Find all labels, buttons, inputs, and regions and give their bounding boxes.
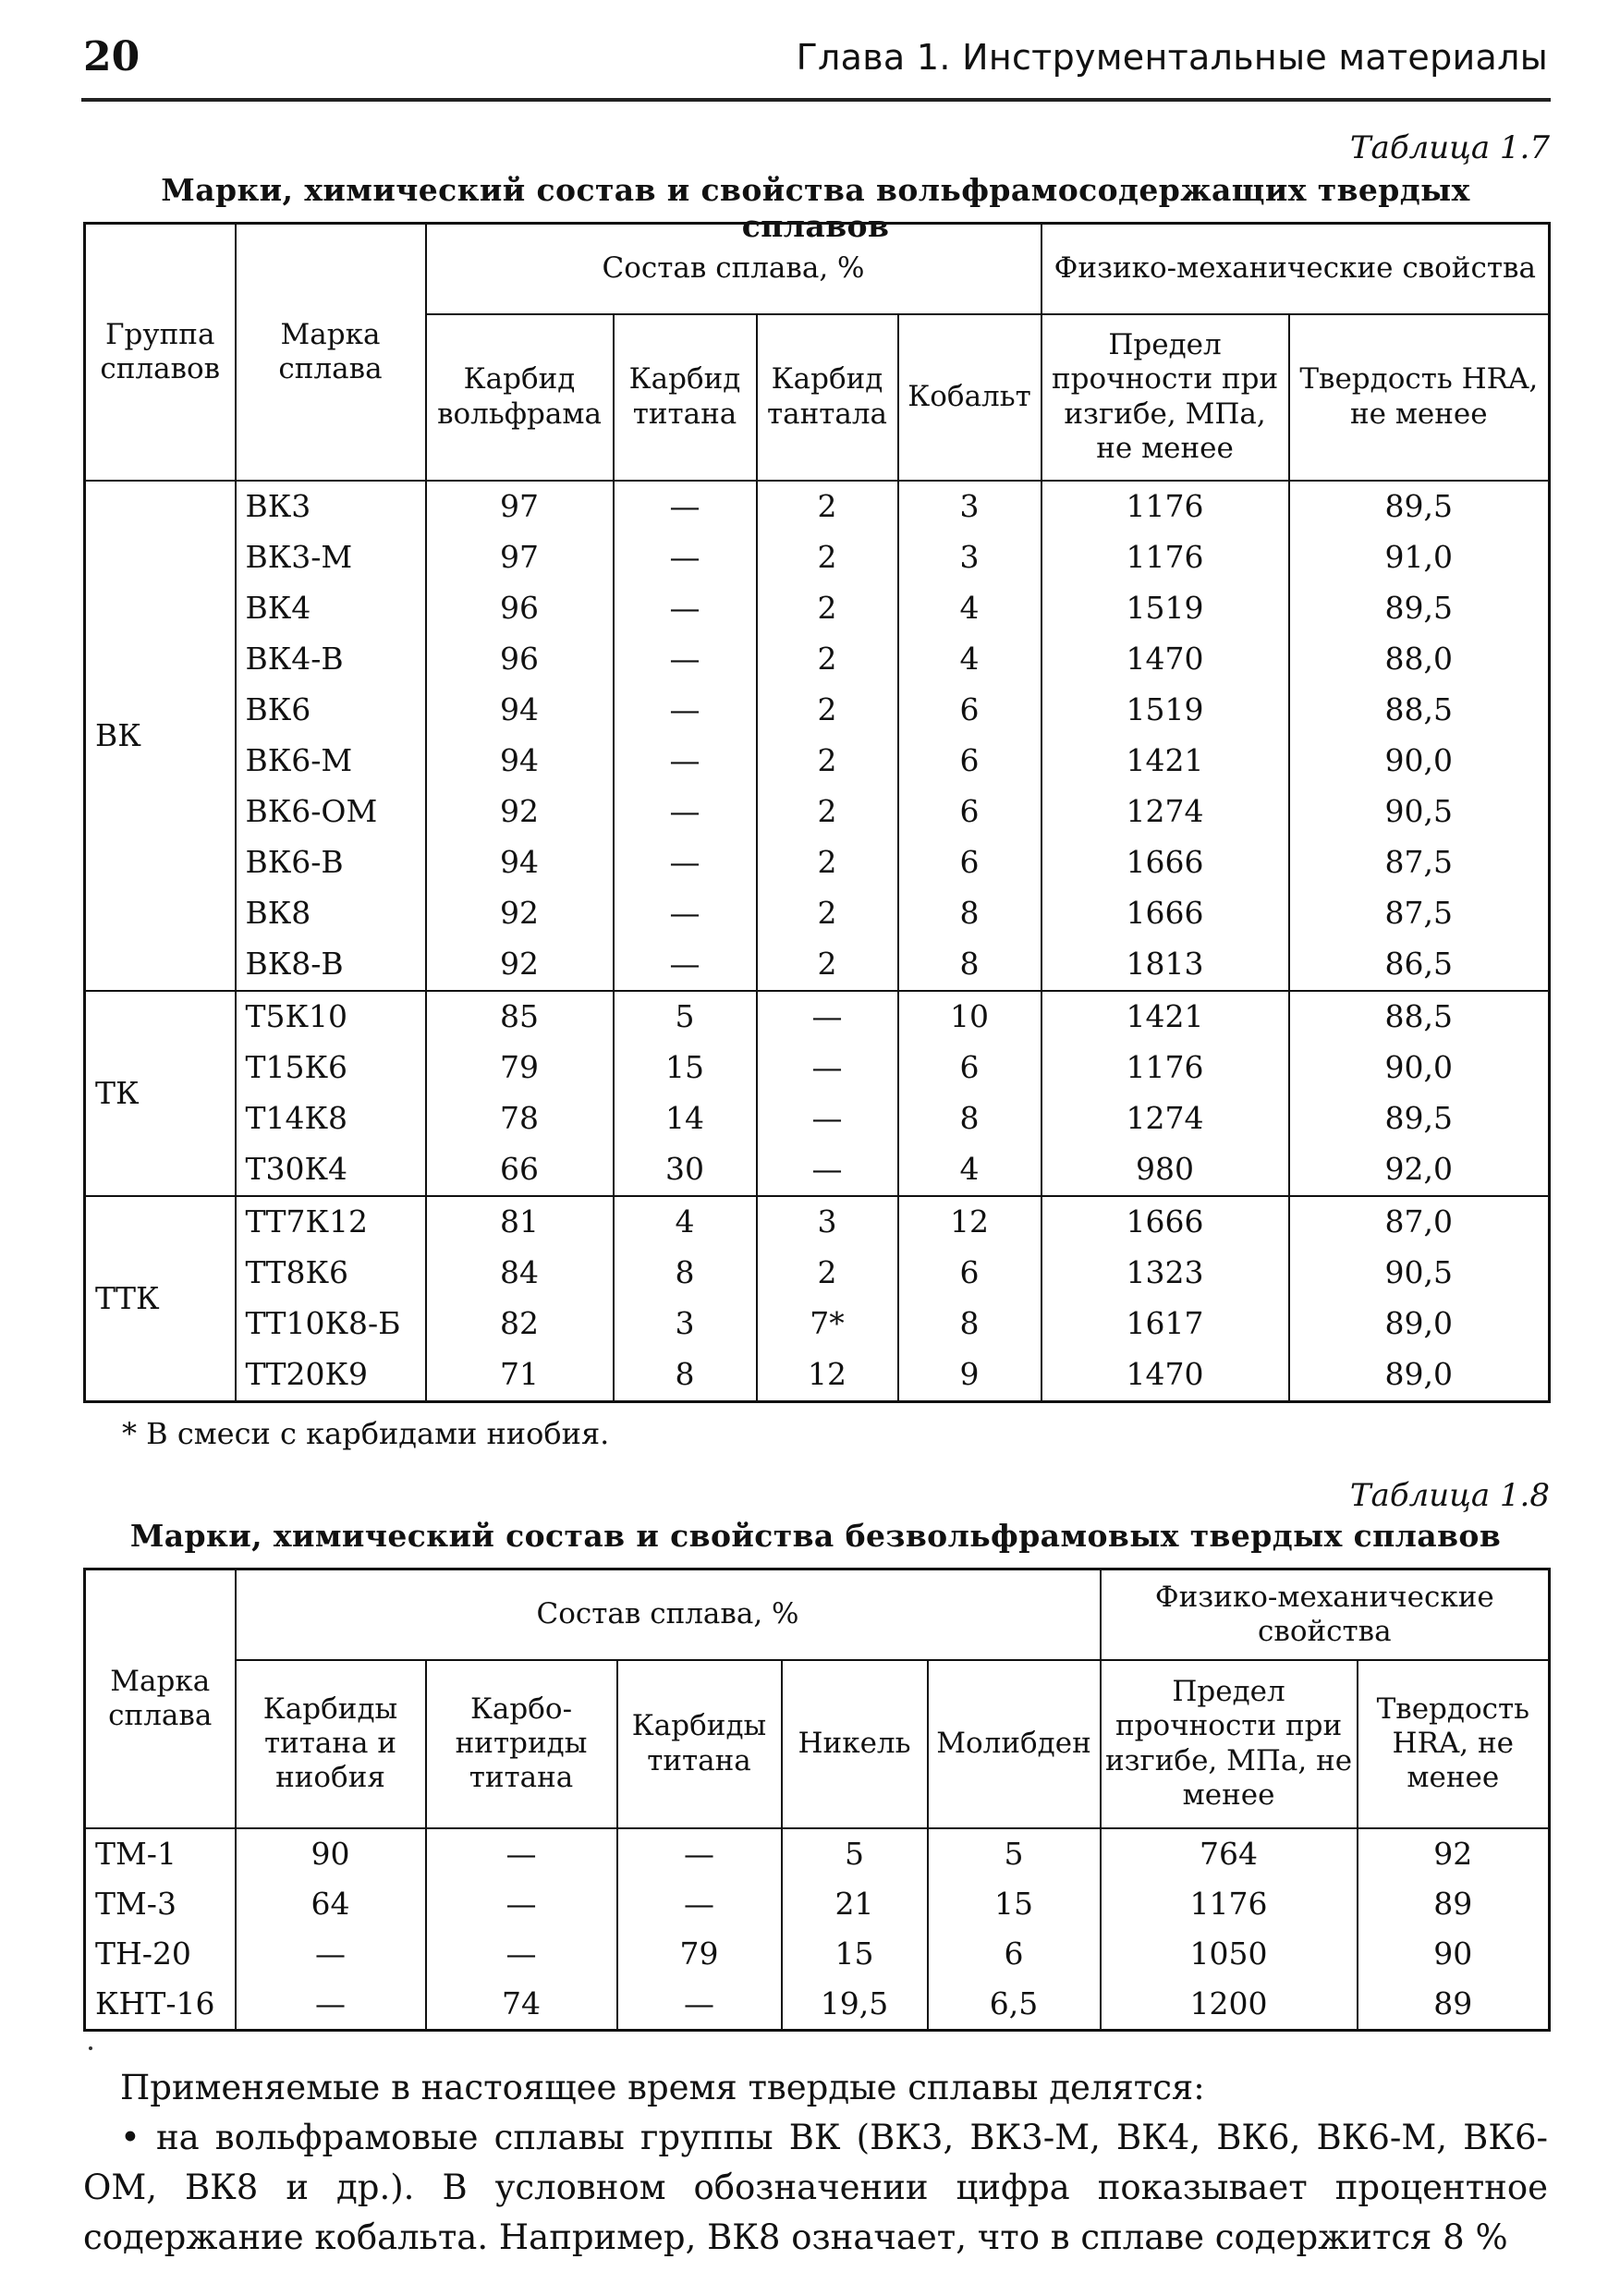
value-cell: 79 [426, 1043, 614, 1093]
table-row [85, 787, 1550, 837]
value-cell: 1176 [1101, 1879, 1358, 1929]
value-cell: 2 [757, 685, 898, 736]
table-row [85, 888, 1550, 939]
table-1-8-label: Таблица 1.8 [1349, 1477, 1550, 1514]
grade-cell: ТТ8К6 [236, 1248, 426, 1299]
value-cell: — [614, 685, 757, 736]
value-cell: — [614, 939, 757, 991]
value-cell: 1421 [1041, 991, 1289, 1043]
value-cell: — [757, 1093, 898, 1144]
value-cell: — [614, 837, 757, 888]
value-cell: 92 [426, 888, 614, 939]
value-cell: 3 [898, 532, 1041, 583]
value-cell: 2 [757, 837, 898, 888]
value-cell: 89 [1358, 1879, 1550, 1929]
table-row [85, 1929, 1550, 1979]
grade-cell: ВК4 [236, 583, 426, 634]
value-cell: 2 [757, 634, 898, 685]
header-titanium-carbide: Карбид титана [614, 314, 757, 481]
body-bullet-1: • на вольфрамовые сплавы группы ВК (ВК3, ВК3-М, ВК4, ВК6, ВК6-М, ВК6-ОМ, ВК8 и др.). В условном обозначении цифра показывает процентное содержание кобальта. Например, ВК8 означает, что в сплаве содержится 8 % [83, 2118, 1548, 2257]
value-cell: 4 [898, 1144, 1041, 1196]
value-cell: 4 [898, 634, 1041, 685]
value-cell: 88,5 [1289, 991, 1550, 1043]
value-cell: — [757, 1144, 898, 1196]
value-cell: 66 [426, 1144, 614, 1196]
table-row [85, 1093, 1550, 1144]
table-row [85, 939, 1550, 991]
value-cell: 21 [782, 1879, 928, 1929]
header-rule [81, 98, 1551, 102]
value-cell: 7* [757, 1299, 898, 1350]
value-cell: 1176 [1041, 1043, 1289, 1093]
value-cell: 15 [614, 1043, 757, 1093]
value-cell: 4 [614, 1196, 757, 1248]
table-row [85, 736, 1550, 787]
table-1-8-body [85, 1828, 1550, 2031]
table-1-8-title: Марки, химический состав и свойства безвольфрамовых твердых сплавов [129, 1518, 1502, 1554]
grade-cell: ТМ-1 [85, 1828, 236, 1879]
value-cell: — [614, 787, 757, 837]
grade-cell: ВК4-В [236, 634, 426, 685]
value-cell: 9 [898, 1350, 1041, 1402]
value-cell: 2 [757, 787, 898, 837]
header-cobalt: Кобальт [898, 314, 1041, 481]
value-cell: 96 [426, 583, 614, 634]
value-cell: 8 [614, 1248, 757, 1299]
running-title: Глава 1. Инструментальные материалы [796, 37, 1548, 78]
value-cell: 5 [782, 1828, 928, 1879]
header-properties-8: Физико-механические свойства [1101, 1569, 1550, 1660]
value-cell: 764 [1101, 1828, 1358, 1879]
header-strength: Предел прочности при изгибе, МПа, не менее [1041, 314, 1289, 481]
value-cell: 2 [757, 532, 898, 583]
table-row [85, 1043, 1550, 1093]
header-ti-carbides: Карбиды титана [617, 1660, 782, 1828]
value-cell: 2 [757, 888, 898, 939]
value-cell: 6 [898, 1248, 1041, 1299]
value-cell: 6,5 [928, 1979, 1101, 2031]
table-row [85, 1299, 1550, 1350]
value-cell: 8 [898, 1299, 1041, 1350]
grade-cell: ТМ-3 [85, 1879, 236, 1929]
value-cell: — [236, 1929, 426, 1979]
grade-cell: ВК6 [236, 685, 426, 736]
value-cell: 12 [757, 1350, 898, 1402]
grade-cell: ВК8-В [236, 939, 426, 991]
header-hardness-8: Твердость HRA, не менее [1358, 1660, 1550, 1828]
value-cell: 4 [898, 583, 1041, 634]
value-cell: 1813 [1041, 939, 1289, 991]
header-group: Группа сплавов [85, 224, 236, 481]
value-cell: 1666 [1041, 1196, 1289, 1248]
value-cell: 85 [426, 991, 614, 1043]
grade-cell: ТН-20 [85, 1929, 236, 1979]
table-row [85, 1350, 1550, 1402]
value-cell: 94 [426, 736, 614, 787]
table-1-7-label: Таблица 1.7 [1349, 129, 1550, 166]
value-cell: 87,5 [1289, 888, 1550, 939]
value-cell: 89,5 [1289, 481, 1550, 532]
table-row [85, 1248, 1550, 1299]
value-cell: 89,5 [1289, 1093, 1550, 1144]
table-row [85, 1879, 1550, 1929]
grade-cell: ВК3-М [236, 532, 426, 583]
value-cell: 81 [426, 1196, 614, 1248]
value-cell: 88,0 [1289, 634, 1550, 685]
table-1-7-title: Марки, химический состав и свойства вольфрамосодержащих твердых сплавов [161, 172, 1470, 244]
value-cell: 1666 [1041, 888, 1289, 939]
header-strength-8: Предел прочности при изгибе, МПа, не менее [1101, 1660, 1358, 1828]
table-row [85, 1196, 1550, 1248]
value-cell: 87,0 [1289, 1196, 1550, 1248]
value-cell: 1421 [1041, 736, 1289, 787]
value-cell: 90 [1358, 1929, 1550, 1979]
grade-cell: ВК6-В [236, 837, 426, 888]
value-cell: 8 [898, 888, 1041, 939]
value-cell: 8 [614, 1350, 757, 1402]
value-cell: 6 [898, 685, 1041, 736]
grade-cell: ВК6-ОМ [236, 787, 426, 837]
table-row [85, 583, 1550, 634]
value-cell: — [614, 532, 757, 583]
header-tungsten-carbide: Карбид вольфрама [426, 314, 614, 481]
page-number: 20 [83, 33, 140, 80]
header-hardness: Твердость HRA, не менее [1289, 314, 1550, 481]
value-cell: — [617, 1879, 782, 1929]
value-cell: 92 [426, 939, 614, 991]
grade-cell: Т30К4 [236, 1144, 426, 1196]
grade-cell: ТТ10К8-Б [236, 1299, 426, 1350]
value-cell: 64 [236, 1879, 426, 1929]
header-composition-8: Состав сплава, % [236, 1569, 1101, 1660]
value-cell: — [614, 888, 757, 939]
value-cell: — [614, 736, 757, 787]
value-cell: 92,0 [1289, 1144, 1550, 1196]
value-cell: — [426, 1828, 617, 1879]
value-cell: 87,5 [1289, 837, 1550, 888]
value-cell: 90,0 [1289, 1043, 1550, 1093]
value-cell: — [757, 1043, 898, 1093]
value-cell: 2 [757, 736, 898, 787]
header-properties: Физико-механические свойства [1041, 224, 1550, 314]
value-cell: — [614, 481, 757, 532]
group-cell: ТК [85, 991, 236, 1196]
grade-cell: ВК3 [236, 481, 426, 532]
table-1-8 [83, 1568, 1551, 2032]
table-row [85, 532, 1550, 583]
value-cell: 12 [898, 1196, 1041, 1248]
body-text [83, 2063, 1548, 2263]
value-cell: — [757, 991, 898, 1043]
grade-cell: ТТ7К12 [236, 1196, 426, 1248]
value-cell: 94 [426, 685, 614, 736]
grade-cell: Т14К8 [236, 1093, 426, 1144]
value-cell: 89,5 [1289, 583, 1550, 634]
value-cell: 15 [782, 1929, 928, 1979]
value-cell: 1274 [1041, 787, 1289, 837]
value-cell: 980 [1041, 1144, 1289, 1196]
table-row [85, 685, 1550, 736]
group-cell: ВК [85, 481, 236, 991]
value-cell: — [617, 1979, 782, 2031]
value-cell: 71 [426, 1350, 614, 1402]
table-row [85, 1828, 1550, 1879]
value-cell: 1519 [1041, 583, 1289, 634]
value-cell: 3 [898, 481, 1041, 532]
value-cell: 91,0 [1289, 532, 1550, 583]
value-cell: 1470 [1041, 1350, 1289, 1402]
value-cell: 89,0 [1289, 1350, 1550, 1402]
table-row [85, 481, 1550, 532]
value-cell: 88,5 [1289, 685, 1550, 736]
group-cell: ТТК [85, 1196, 236, 1402]
footnote: * В смеси с карбидами ниобия. [122, 1416, 610, 1451]
value-cell: 6 [898, 837, 1041, 888]
value-cell: 90 [236, 1828, 426, 1879]
value-cell: 8 [898, 1093, 1041, 1144]
value-cell: 1519 [1041, 685, 1289, 736]
table-row [85, 991, 1550, 1043]
table-row [85, 1144, 1550, 1196]
value-cell: 10 [898, 991, 1041, 1043]
value-cell: 1470 [1041, 634, 1289, 685]
value-cell: 1617 [1041, 1299, 1289, 1350]
header-ti-carbonitrides: Карбо-нитриды титана [426, 1660, 617, 1828]
table-row [85, 1979, 1550, 2031]
body-intro: Применяемые в настоящее время твердые сплавы делятся: [120, 2068, 1205, 2107]
grade-cell: Т15К6 [236, 1043, 426, 1093]
value-cell: 84 [426, 1248, 614, 1299]
value-cell: 96 [426, 634, 614, 685]
value-cell: 3 [757, 1196, 898, 1248]
value-cell: 5 [614, 991, 757, 1043]
header-nickel: Никель [782, 1660, 928, 1828]
value-cell: 1176 [1041, 532, 1289, 583]
table-row [85, 634, 1550, 685]
stray-dot [89, 2046, 92, 2050]
value-cell: 94 [426, 837, 614, 888]
value-cell: 90,0 [1289, 736, 1550, 787]
value-cell: 3 [614, 1299, 757, 1350]
value-cell: 89 [1358, 1979, 1550, 2031]
value-cell: 86,5 [1289, 939, 1550, 991]
value-cell: 15 [928, 1879, 1101, 1929]
value-cell: 6 [898, 787, 1041, 837]
value-cell: 2 [757, 583, 898, 634]
value-cell: 1176 [1041, 481, 1289, 532]
value-cell: 6 [898, 1043, 1041, 1093]
value-cell: 6 [898, 736, 1041, 787]
grade-cell: ВК6-М [236, 736, 426, 787]
value-cell: 89,0 [1289, 1299, 1550, 1350]
header-grade: Марка сплава [236, 224, 426, 481]
grade-cell: ВК8 [236, 888, 426, 939]
value-cell: 2 [757, 481, 898, 532]
header-ti-nb-carbides: Карбиды титана и ниобия [236, 1660, 426, 1828]
table-1-7 [83, 222, 1551, 1403]
value-cell: 1200 [1101, 1979, 1358, 2031]
value-cell: 92 [1358, 1828, 1550, 1879]
value-cell: 30 [614, 1144, 757, 1196]
grade-cell: КНТ-16 [85, 1979, 236, 2031]
value-cell: 5 [928, 1828, 1101, 1879]
value-cell: 90,5 [1289, 787, 1550, 837]
value-cell: 2 [757, 1248, 898, 1299]
header-composition: Состав сплава, % [426, 224, 1041, 314]
grade-cell: Т5К10 [236, 991, 426, 1043]
value-cell: 97 [426, 481, 614, 532]
value-cell: 74 [426, 1979, 617, 2031]
table-row [85, 837, 1550, 888]
value-cell: 19,5 [782, 1979, 928, 2031]
value-cell: 78 [426, 1093, 614, 1144]
value-cell: 92 [426, 787, 614, 837]
value-cell: — [426, 1929, 617, 1979]
value-cell: — [617, 1828, 782, 1879]
value-cell: 14 [614, 1093, 757, 1144]
header-molybdenum: Молибден [928, 1660, 1101, 1828]
value-cell: 1666 [1041, 837, 1289, 888]
value-cell: — [236, 1979, 426, 2031]
value-cell: 1274 [1041, 1093, 1289, 1144]
value-cell: 97 [426, 532, 614, 583]
page-header [83, 33, 1548, 98]
value-cell: 79 [617, 1929, 782, 1979]
header-grade-8: Марка сплава [85, 1569, 236, 1828]
value-cell: 1323 [1041, 1248, 1289, 1299]
value-cell: — [614, 583, 757, 634]
value-cell: 6 [928, 1929, 1101, 1979]
value-cell: 90,5 [1289, 1248, 1550, 1299]
table-1-7-body [85, 481, 1550, 1402]
value-cell: — [426, 1879, 617, 1929]
value-cell: 1050 [1101, 1929, 1358, 1979]
value-cell: 2 [757, 939, 898, 991]
value-cell: 82 [426, 1299, 614, 1350]
value-cell: 8 [898, 939, 1041, 991]
header-tantalum-carbide: Карбид тантала [757, 314, 898, 481]
grade-cell: ТТ20К9 [236, 1350, 426, 1402]
value-cell: — [614, 634, 757, 685]
